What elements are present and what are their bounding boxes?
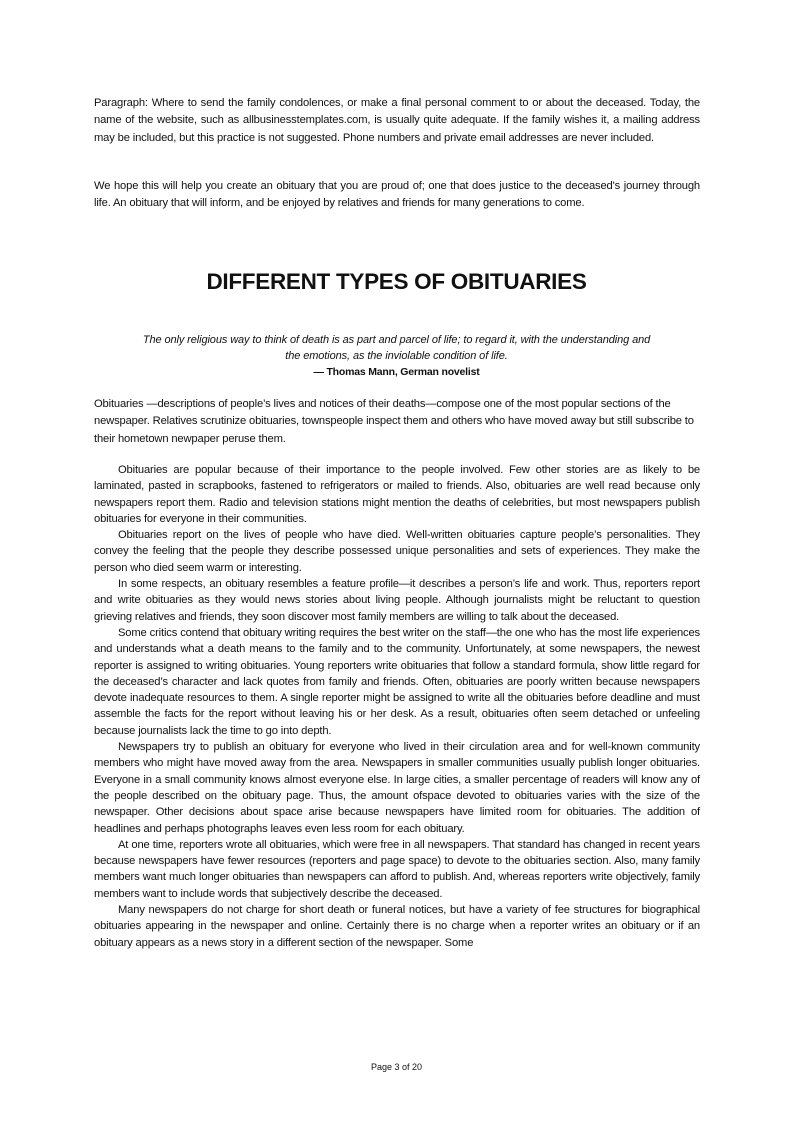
body-paragraph: Many newspapers do not charge for short death or funeral notices, but have a variety of fee structures for biographical obituaries appearing in the newspaper and online. Certainly there is no charge when a reporter writes an obituary or if an obituary appears as a news story in a different section of the newspaper. Some bbox=[94, 904, 700, 949]
body-paragraph: At one time, reporters wrote all obituaries, which were free in all newspapers. That standard has changed in recent years because newspapers have fewer resources (reporters and page space) to devote to the obituaries section. Also, many family members want much longer obituaries than newspapers can afford to publish. And, whereas reporters write objectively, family members want to include words that subjectively describe the deceased. bbox=[94, 838, 700, 900]
epigraph-quote: The only religious way to think of death is as part and parcel of life; to regard it, with the understanding and the emotions, as the inviolable condition of life. bbox=[142, 334, 651, 362]
section-title: DIFFERENT TYPES OF OBITUARIES bbox=[206, 269, 587, 294]
body-paragraph: Some critics contend that obituary writing requires the best writer on the staff—the one who has the most life experiences and understands what a death means to the family and to the community. Unfortunately, at some newspapers, the newest reporter is assigned to writing obituaries. Young reporters write obituaries that follow a standard formula, show little regard for the deceased’s character and lack quotes from family and friends. Often, obituaries are poorly written because newspapers devote inadequate resources to them. A single reporter might be assigned to write all the obituaries before deadline and must assemble the facts for the report without leaving his or her desk. As a result, obituaries often seem detached or unfeeling because journalists lack the time to go into depth. bbox=[94, 626, 700, 737]
body-paragraph: Newspapers try to publish an obituary for everyone who lived in their circulation area and for well-known community members who might have moved away from the area. Newspapers in smaller communities usually publish longer obituaries. Everyone in a small community knows almost everyone else. In large cities, a smaller percentage of readers will know any of the people described on the obituary page. Thus, the amount ofspace devoted to obituaries varies with the size of the newspaper. Other decisions about space arise because newspapers have limited room for obituaries. The addition of headlines and perhaps photographs leaves even less room for each obituary. bbox=[94, 741, 700, 835]
page-number: Page 3 of 20 bbox=[370, 1062, 423, 1072]
body-paragraph: Obituaries are popular because of their importance to the people involved. Few other stories are as likely to be laminated, pasted in scrapbooks, fastened to refrigerators or mailed to friends. Also, obituaries are well read because only newspapers report them. Radio and television stations might mention the deaths of celebrities, but most newspapers publish obituaries for everyone in their communities. bbox=[94, 464, 700, 525]
section-intro: Obituaries —descriptions of people’s lives and notices of their deaths—compose one of the most popular sections of the newspaper. Relatives scrutinize obituaries, townspeople inspect them and others who have moved away but still subscribe to their hometown newpaper peruse them. bbox=[94, 398, 694, 445]
body-paragraph: Obituaries report on the lives of people who have died. Well-written obituaries capture people’s personalities. They convey the feeling that the people they describe possessed unique personalities and sets of experiences. They make the person who died seem warm or interesting. bbox=[94, 529, 700, 574]
closing-paragraph-final-comment: Paragraph: Where to send the family condolences, or make a final personal comment to or about the deceased. Today, the name of the website, such as allbusinesstemplates.com, is usually quite adequate. If the family wishes it, a mailing address may be included, but this practice is not suggested. Phone numbers and private email addresses are never included. bbox=[94, 97, 700, 144]
closing-paragraph-hope: We hope this will help you create an obituary that you are proud of; one that does justice to the deceased's journey through life. An obituary that will inform, and be enjoyed by relatives and friends for many generations to come. bbox=[94, 180, 700, 210]
body-paragraph: In some respects, an obituary resembles a feature profile—it describes a person’s life and work. Thus, reporters report and write obituaries as they would news stories about living people. Although journalists might be reluctant to question grieving relatives and friends, they soon discover most family members are willing to talk about the deceased. bbox=[94, 578, 700, 623]
section-body bbox=[94, 462, 700, 951]
epigraph-attribution: — Thomas Mann, German novelist bbox=[313, 366, 480, 378]
